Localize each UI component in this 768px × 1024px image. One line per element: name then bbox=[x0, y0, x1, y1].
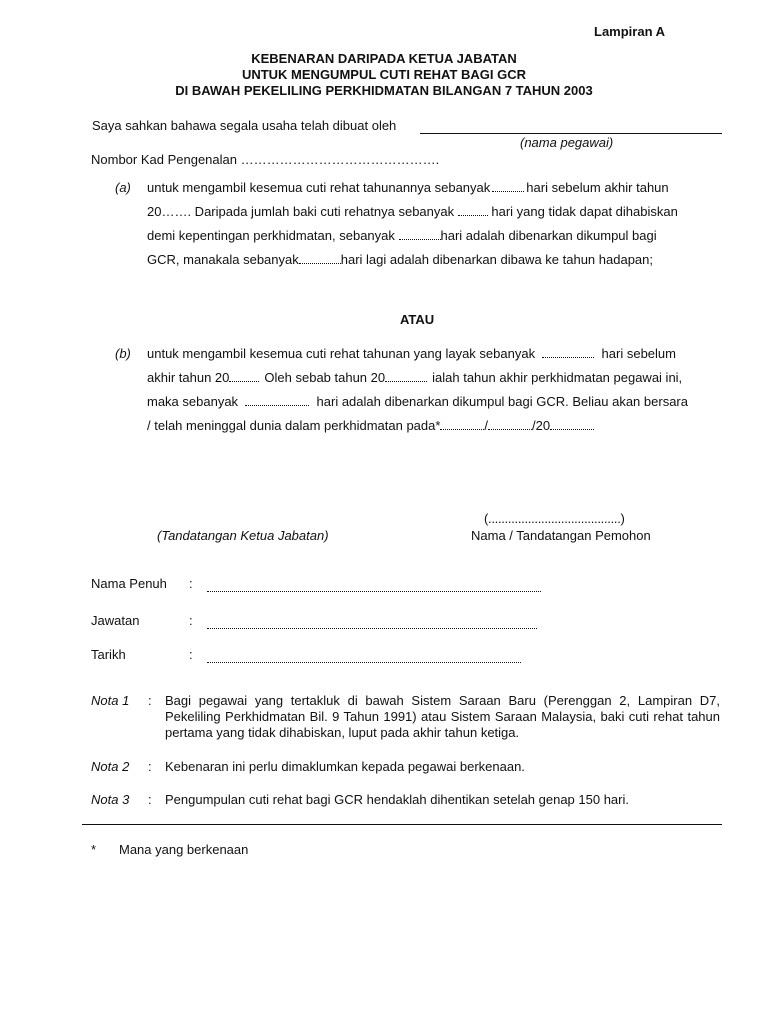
full-name-field[interactable] bbox=[207, 589, 541, 592]
applicant-name-field[interactable]: (........................................) bbox=[484, 511, 625, 526]
option-a-accumulate-field[interactable] bbox=[399, 229, 441, 240]
date-colon: : bbox=[189, 647, 193, 662]
option-b-month-field[interactable] bbox=[488, 419, 532, 430]
date-field[interactable] bbox=[207, 660, 521, 663]
note-3-colon: : bbox=[148, 792, 152, 807]
or-label: ATAU bbox=[400, 312, 435, 327]
option-a-text: demi kepentingan perkhidmatan, sebanyak bbox=[147, 228, 395, 243]
option-a-carry-field[interactable] bbox=[299, 253, 341, 264]
option-b-text: / bbox=[484, 418, 489, 433]
note-1-label: Nota 1 bbox=[91, 693, 130, 708]
note-3-text: Pengumpulan cuti rehat bagi GCR hendaklah dihentikan setelah genap 150 hari. bbox=[165, 792, 629, 807]
option-b-text: /20 bbox=[532, 418, 551, 433]
option-b-text: ialah tahun akhir perkhidmatan pegawai ini, bbox=[432, 370, 683, 385]
option-a-balance-field[interactable] bbox=[458, 205, 488, 216]
option-b-day-field[interactable] bbox=[440, 419, 484, 430]
officer-name-caption: (nama pegawai) bbox=[520, 135, 614, 150]
full-name-colon: : bbox=[189, 576, 193, 591]
option-b-text: akhir tahun 20 bbox=[147, 370, 230, 385]
title-line-2: UNTUK MENGUMPUL CUTI REHAT BAGI GCR bbox=[241, 67, 527, 82]
option-b-days-field[interactable] bbox=[542, 347, 594, 358]
footnote-divider bbox=[82, 824, 722, 825]
option-b-accumulate-field[interactable] bbox=[245, 395, 309, 406]
officer-name-line[interactable] bbox=[420, 133, 722, 134]
position-label: Jawatan bbox=[91, 613, 140, 628]
option-a-days-field[interactable] bbox=[492, 181, 524, 192]
title-line-1: KEBENARAN DARIPADA KETUA JABATAN bbox=[251, 51, 517, 66]
option-a-text: untuk mengambil kesemua cuti rehat tahunannya sebanyak bbox=[147, 180, 491, 195]
full-name-label: Nama Penuh bbox=[91, 576, 167, 591]
option-a-label: (a) bbox=[115, 180, 131, 195]
footnote-marker: * bbox=[91, 842, 97, 857]
note-1-text: Bagi pegawai yang tertakluk di bawah Sistem Saraan Baru (Perenggan 2, Lampiran D7, Pekeliling Perkhidmatan Bil. 9 Tahun 1991) atau Sistem Saraan Malaysia, baki cuti rehat tahun pertama yang tidak dihabiskan, luput pada akhir tahun ketiga. bbox=[165, 693, 720, 740]
option-b-text: Oleh sebab tahun 20 bbox=[264, 370, 386, 385]
option-a-text: hari adalah dibenarkan dikumpul bagi bbox=[440, 228, 657, 243]
note-2-label: Nota 2 bbox=[91, 759, 130, 774]
option-b-paragraph bbox=[147, 342, 717, 438]
option-a-text: 20……. Daripada jumlah baki cuti rehatnya sebanyak bbox=[147, 204, 455, 219]
option-a-text: hari lagi adalah dibenarkan dibawa ke tahun hadapan; bbox=[340, 252, 653, 267]
option-b-text: hari sebelum bbox=[601, 346, 676, 361]
option-a-text: GCR, manakala sebanyak bbox=[147, 252, 299, 267]
option-a-text: hari yang tidak dapat dihabiskan bbox=[491, 204, 678, 219]
head-signature-caption: (Tandatangan Ketua Jabatan) bbox=[157, 528, 329, 543]
option-b-label: (b) bbox=[115, 346, 131, 361]
position-colon: : bbox=[189, 613, 193, 628]
note-2-colon: : bbox=[148, 759, 152, 774]
option-b-text: hari adalah dibenarkan dikumpul bagi GCR. Beliau akan bersara bbox=[316, 394, 688, 409]
option-b-text: untuk mengambil kesemua cuti rehat tahunan yang layak sebanyak bbox=[147, 346, 536, 361]
title-line-3: DI BAWAH PEKELILING PERKHIDMATAN BILANGAN 7 TAHUN 2003 bbox=[175, 83, 593, 98]
footnote-text: Mana yang berkenaan bbox=[119, 842, 249, 857]
option-b-final-year-field[interactable] bbox=[385, 371, 427, 382]
option-a-text: hari sebelum akhir tahun bbox=[526, 180, 669, 195]
option-b-year-field[interactable] bbox=[229, 371, 259, 382]
note-2-text: Kebenaran ini perlu dimaklumkan kepada pegawai berkenaan. bbox=[165, 759, 525, 774]
appendix-label: Lampiran A bbox=[594, 24, 666, 39]
certify-text: Saya sahkan bahawa segala usaha telah dibuat oleh bbox=[92, 118, 397, 133]
ic-number-line: Nombor Kad Pengenalan ………………………………………. bbox=[91, 152, 440, 167]
option-b-text: / telah meninggal dunia dalam perkhidmatan pada* bbox=[147, 418, 441, 433]
date-label: Tarikh bbox=[91, 647, 126, 662]
option-b-year-end-field[interactable] bbox=[550, 419, 594, 430]
note-3-label: Nota 3 bbox=[91, 792, 130, 807]
position-field[interactable] bbox=[207, 626, 537, 629]
note-1-colon: : bbox=[148, 693, 152, 708]
option-b-text: maka sebanyak bbox=[147, 394, 239, 409]
option-a-paragraph bbox=[147, 176, 717, 272]
applicant-signature-caption: Nama / Tandatangan Pemohon bbox=[471, 528, 651, 543]
